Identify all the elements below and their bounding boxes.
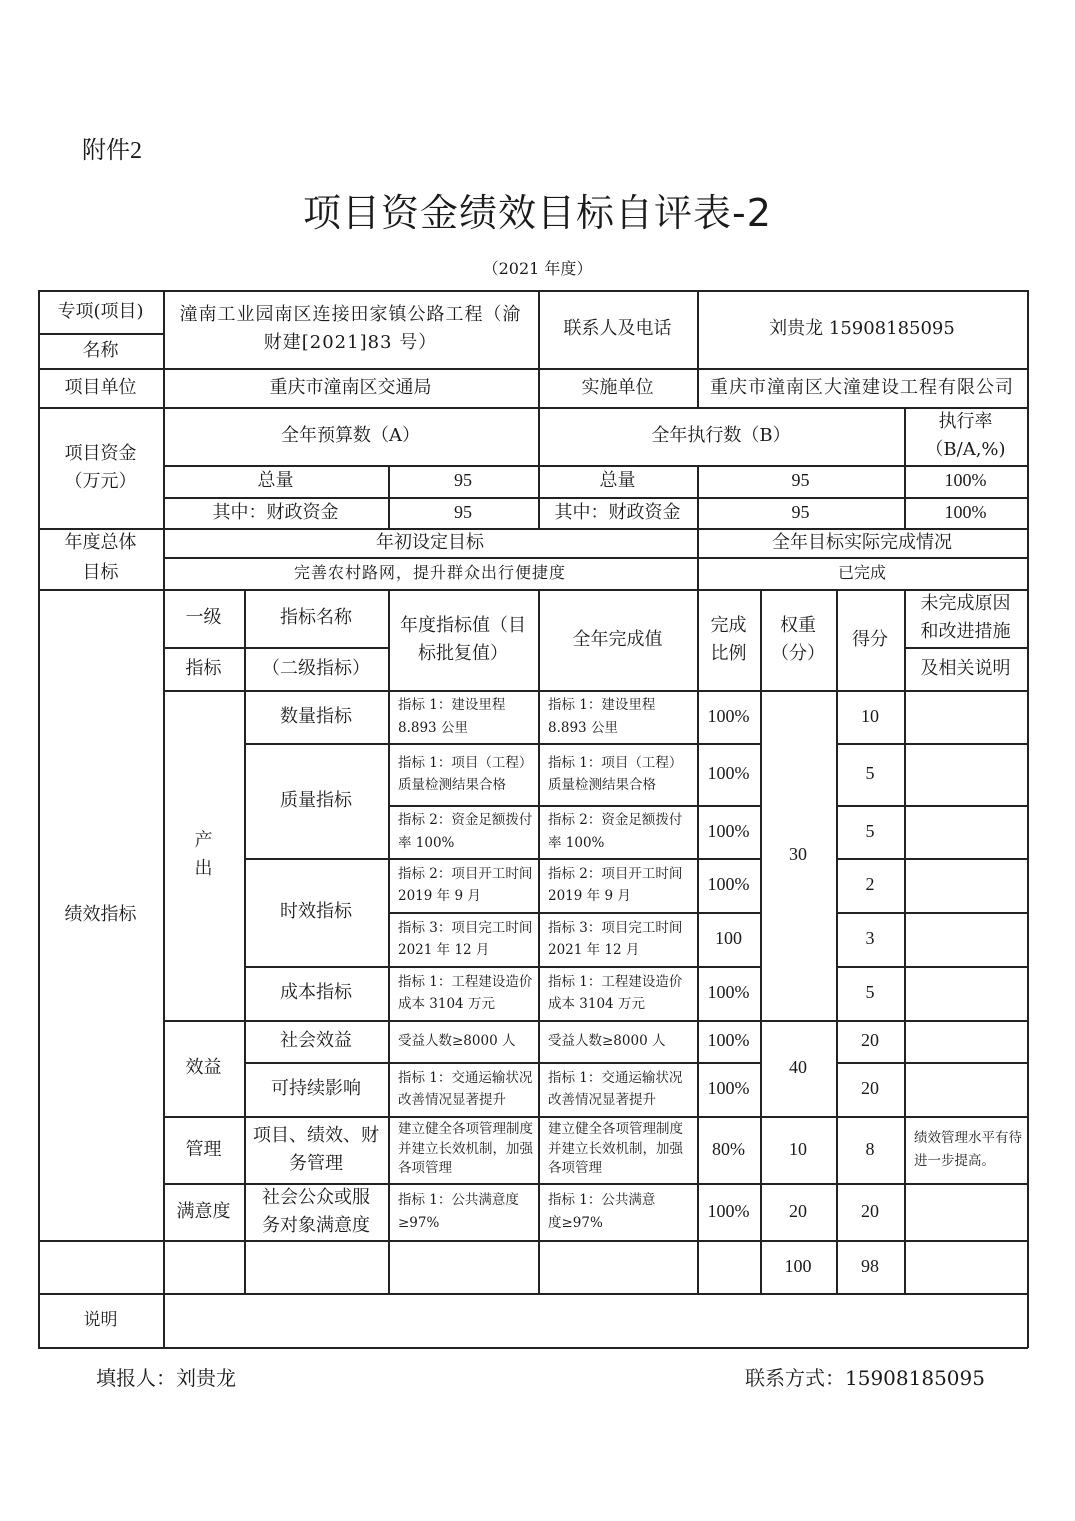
grid-line: [538, 290, 540, 528]
funds-fiscal-label-a: 其中：财政资金: [212, 501, 339, 523]
row-target: 指标 1：项目（工程）质量检测结果合格: [398, 754, 533, 793]
row-actual: 指标 1：交通运输状况改善情况显著提升: [548, 1069, 683, 1108]
funds-fiscal-label-b: 其中：财政资金: [554, 501, 681, 523]
weight-satisfaction: 20: [789, 1200, 807, 1221]
hdr-reason-b: 及相关说明: [920, 657, 1011, 679]
grid-line: [697, 589, 699, 1293]
grid-line: [38, 1293, 1028, 1295]
grid-line: [904, 407, 906, 528]
note-label: 说明: [83, 1309, 118, 1330]
hdr-level1-a: 一级: [185, 607, 222, 629]
funds-total-value-a: 95: [454, 470, 472, 491]
row-target: 指标 2：项目开工时间 2019 年 9 月: [398, 865, 533, 904]
grid-line: [388, 805, 760, 807]
row-score: 8: [865, 1138, 875, 1159]
row-target: 指标 3：项目完工时间 2021 年 12 月: [398, 919, 533, 958]
goal-label-1: 年度总体: [64, 531, 137, 553]
grid-line: [836, 912, 1028, 914]
grid-line: [388, 912, 760, 914]
row-ratio: 100%: [707, 705, 750, 726]
row-ratio: 100%: [707, 763, 750, 784]
goal-set-header: 年初设定目标: [376, 531, 484, 553]
sub-quantity: 数量指标: [280, 705, 352, 727]
row-score: 3: [865, 928, 875, 949]
contact-value: 刘贵龙 15908185095: [769, 318, 955, 340]
funds-total-rate: 100%: [944, 470, 987, 491]
row-score: 20: [861, 1078, 879, 1099]
sub-quality: 质量指标: [280, 789, 352, 811]
project-label-1: 专项(项目): [57, 300, 144, 322]
grid-line: [244, 858, 760, 860]
grid-line: [388, 465, 390, 528]
grid-line: [244, 743, 760, 745]
grid-line: [38, 528, 1028, 530]
group-satisfaction: 满意度: [176, 1200, 231, 1222]
impl-value: 重庆市潼南区大潼建设工程有限公司: [710, 376, 1014, 398]
group-output: 产出: [194, 830, 213, 879]
row-target: 指标 1：交通运输状况改善情况显著提升: [398, 1069, 533, 1108]
goal-actual-value: 已完成: [837, 562, 886, 582]
row-target: 建立健全各项管理制度并建立长效机制，加强各项管理: [398, 1121, 533, 1177]
unit-value: 重庆市潼南区交通局: [269, 376, 432, 398]
row-score: 20: [861, 1200, 879, 1221]
row-actual: 指标 1：工程建设造价成本 3104 万元: [548, 973, 683, 1012]
project-name: 潼南工业园南区连接田家镇公路工程（渝财建[2021]83 号）: [179, 304, 522, 353]
grid-line: [760, 589, 762, 1293]
row-ratio: 100%: [707, 1200, 750, 1221]
sub-sustain: 可持续影响: [271, 1078, 361, 1100]
grid-line: [697, 528, 699, 589]
grid-line: [163, 1020, 1028, 1022]
funds-fiscal-value-a: 95: [454, 501, 472, 522]
hdr-name-a: 指标名称: [280, 607, 352, 629]
row-target: 指标 2：资金足额拨付率 100%: [398, 812, 533, 851]
row-score: 2: [865, 874, 875, 895]
grid-line: [836, 805, 1028, 807]
table-border: [38, 290, 1028, 292]
grid-line: [244, 966, 760, 968]
sub-management: 项目、绩效、财务管理: [253, 1124, 379, 1174]
contact-footer: 联系方式：15908185095: [745, 1366, 985, 1390]
grid-line: [836, 966, 1028, 968]
impl-label: 实施单位: [581, 376, 654, 398]
grid-line: [697, 465, 699, 528]
row-ratio: 80%: [712, 1138, 745, 1159]
sub-cost: 成本指标: [280, 982, 352, 1004]
row-actual: 建立健全各项管理制度并建立长效机制，加强各项管理: [548, 1121, 683, 1177]
row-ratio: 100%: [707, 874, 750, 895]
grid-line: [244, 1062, 760, 1064]
group-management: 管理: [185, 1138, 222, 1160]
row-ratio: 100%: [707, 1030, 750, 1051]
row-target: 指标 1：公共满意度≥97%: [398, 1192, 519, 1231]
row-ratio: 100: [715, 928, 742, 949]
row-ratio: 100%: [707, 982, 750, 1003]
hdr-level1-b: 指标: [185, 657, 222, 679]
row-score: 5: [865, 982, 875, 1003]
funds-fiscal-value-b: 95: [791, 501, 810, 522]
row-target: 受益人数≥8000 人: [398, 1032, 516, 1049]
perf-label: 绩效指标: [64, 903, 137, 925]
row-actual: 指标 2：项目开工时间 2019 年 9 月: [548, 865, 683, 904]
row-score: 20: [861, 1030, 879, 1051]
row-actual: 指标 1：建设里程 8.893 公里: [548, 697, 656, 736]
row-target: 指标 1：建设里程 8.893 公里: [398, 697, 506, 736]
hdr-weight: 权重（分）: [771, 614, 825, 664]
unit-label: 项目单位: [64, 376, 137, 398]
exec-header: 全年执行数（B）: [651, 425, 791, 447]
goal-set-value: 完善农村路网，提升群众出行便捷度: [293, 562, 566, 582]
grid-line: [38, 333, 163, 335]
rate-header: 执行率（B/A,%): [925, 411, 1006, 460]
grid-line: [38, 589, 1028, 591]
funds-total-label-a: 总量: [257, 470, 294, 492]
hdr-ratio: 完成比例: [710, 614, 747, 664]
row-score: 5: [865, 820, 875, 841]
hdr-target: 年度指标值（目标批复值）: [400, 614, 526, 664]
grid-line: [163, 1183, 1028, 1185]
grid-line: [538, 589, 540, 1293]
year-label: （2021 年度）: [482, 259, 593, 278]
grid-line: [904, 647, 1028, 649]
contact-label: 联系人及电话: [563, 318, 672, 340]
goal-label-2: 目标: [82, 562, 119, 584]
grid-line: [836, 858, 1028, 860]
sub-social: 社会效益: [280, 1030, 352, 1052]
funds-fiscal-rate: 100%: [944, 501, 987, 522]
grid-line: [836, 743, 1028, 745]
budget-header: 全年预算数（A）: [281, 425, 420, 447]
grid-line: [163, 557, 1028, 559]
row-actual: 受益人数≥8000 人: [548, 1032, 666, 1049]
grid-line: [163, 497, 1028, 499]
weight-management: 10: [789, 1138, 807, 1159]
weight-benefit: 40: [789, 1057, 807, 1078]
grid-line: [163, 290, 165, 1348]
row-ratio: 100%: [707, 1078, 750, 1099]
grid-line: [388, 589, 390, 1293]
row-score: 10: [861, 705, 879, 726]
grid-line: [38, 407, 1028, 409]
hdr-actual: 全年完成值: [572, 628, 663, 650]
row-actual: 指标 2：资金足额拨付率 100%: [548, 812, 683, 851]
grid-line: [904, 589, 906, 1293]
filler-label: 填报人：刘贵龙: [96, 1366, 236, 1390]
row-actual: 指标 1：公共满意度≥97%: [548, 1192, 656, 1231]
row-ratio: 100%: [707, 820, 750, 841]
grid-line: [836, 589, 838, 1293]
sub-satisfaction: 社会公众或服务对象满意度: [262, 1186, 370, 1236]
group-benefit: 效益: [185, 1057, 222, 1079]
funds-label: 项目资金（万元）: [64, 442, 137, 492]
grid-line: [244, 589, 246, 1293]
grid-line: [38, 1240, 1028, 1242]
total-weight: 100: [784, 1255, 812, 1276]
row-actual: 指标 1：项目（工程）质量检测结果合格: [548, 754, 683, 793]
table-border: [38, 290, 40, 1348]
funds-total-label-b: 总量: [599, 470, 636, 492]
grid-line: [163, 465, 1028, 467]
table-border: [38, 1347, 1028, 1349]
weight-output: 30: [789, 844, 807, 865]
hdr-score: 得分: [852, 628, 888, 650]
grid-line: [836, 1062, 1028, 1064]
table-border: [1027, 290, 1029, 1348]
total-score: 98: [861, 1255, 879, 1276]
hdr-reason-a: 未完成原因和改进措施: [920, 593, 1011, 642]
page-title: 项目资金绩效目标自评表-2: [303, 191, 772, 235]
row-target: 指标 1：工程建设造价成本 3104 万元: [398, 973, 533, 1012]
row-actual: 指标 3：项目完工时间 2021 年 12 月: [548, 919, 683, 958]
row-reason: 绩效管理水平有待进一步提高。: [914, 1130, 1022, 1169]
sub-timeliness: 时效指标: [280, 901, 352, 923]
attachment-label: 附件2: [82, 138, 142, 164]
grid-line: [163, 1116, 1028, 1118]
hdr-name-b: （二级指标）: [262, 657, 370, 679]
grid-line: [163, 647, 388, 649]
grid-line: [38, 368, 1028, 370]
row-score: 5: [865, 763, 875, 784]
funds-total-value-b: 95: [791, 470, 810, 491]
grid-line: [697, 290, 699, 407]
goal-actual-header: 全年目标实际完成情况: [772, 531, 952, 553]
project-label-2: 名称: [82, 339, 119, 361]
grid-line: [163, 690, 1028, 692]
